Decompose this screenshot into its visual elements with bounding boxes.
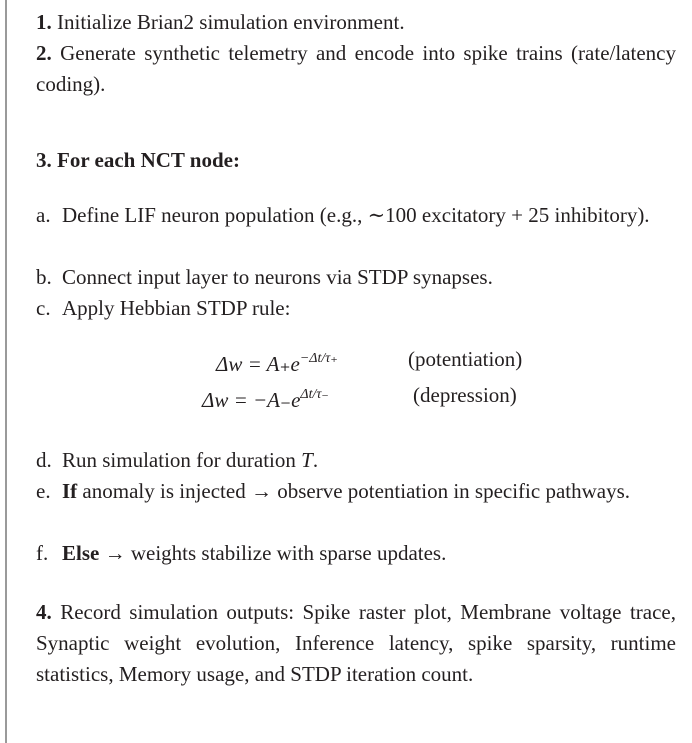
substep-text-end: . [312, 448, 319, 472]
step-text: Initialize Brian2 simulation environment. [51, 10, 405, 34]
equation-exponent: −Δt/τ₊ [299, 351, 338, 366]
substep-c [36, 293, 676, 324]
substep-label: c. [36, 296, 51, 320]
substep-text: Apply Hebbian STDP rule: [62, 296, 291, 320]
substep-text: Connect input layer to neurons via STDP synapses. [62, 265, 493, 289]
substep-e [36, 476, 676, 507]
substep-b [36, 262, 676, 293]
substep-label: b. [36, 265, 52, 289]
substep-label: a. [36, 203, 51, 227]
step-2 [36, 38, 676, 100]
duration-variable: T [301, 448, 313, 472]
equation-note: (potentiation) [408, 347, 523, 371]
equation-exponent: Δt/τ₋ [300, 387, 329, 402]
step-heading: 3. For each NCT node: [36, 148, 240, 172]
step-3-heading [36, 145, 676, 176]
equation-note: (depression) [413, 383, 517, 407]
substep-text: → weights stabilize with sparse updates. [99, 541, 447, 565]
step-1 [36, 7, 676, 38]
substep-label: d. [36, 448, 52, 472]
substep-label: f. [36, 541, 49, 565]
substep-text: anomaly is injected → observe potentiation in specific pathways. [77, 479, 631, 503]
substep-f [36, 538, 676, 569]
step-number: 1. [36, 10, 52, 34]
step-number: 4. [36, 600, 52, 624]
substep-a [36, 200, 676, 231]
keyword-else: Else [62, 541, 100, 565]
left-border-rule [5, 0, 7, 743]
step-4 [36, 597, 676, 690]
step-text: Generate synthetic telemetry and encode into spike trains (rate/latency coding). [36, 41, 676, 96]
substep-label: e. [36, 479, 51, 503]
substep-text: Run simulation for duration [62, 448, 302, 472]
substep-d [36, 445, 676, 476]
step-number: 2. [36, 41, 52, 65]
equation-lhs: Δw = −A₋e [202, 388, 301, 412]
substep-text: Define LIF neuron population (e.g., ∼100 excitatory + 25 inhibitory). [62, 203, 650, 227]
keyword-if: If [62, 479, 78, 503]
step-text: Record simulation outputs: Spike raster plot, Membrane voltage trace, Synaptic weight evolution, Inference latency, spike sparsity, runtime statistics, Memory usage, and STDP iteration count. [36, 600, 676, 686]
equation-lhs: Δw = A₊e [216, 352, 300, 376]
